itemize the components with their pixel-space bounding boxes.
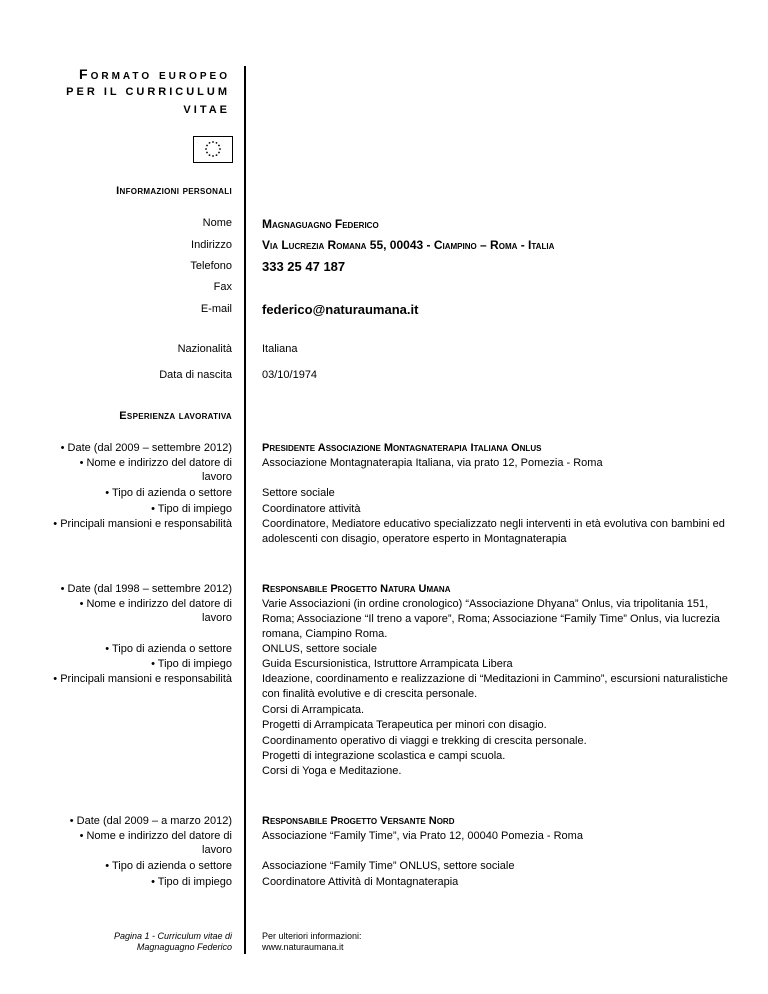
job3-employer: Associazione “Family Time”, via Prato 12, 00040 Pomezia - Roma <box>262 830 583 842</box>
job1-duties-2: adolescenti con disagio, operatore esperto in Montagnaterapia <box>262 533 567 545</box>
job2-duties-2: con finalità evolutive e di crescita personale. <box>262 688 478 700</box>
footer-left-line-1: Pagina 1 - Curriculum vitae di <box>113 931 232 941</box>
job1-duties-1: Coordinatore, Mediatore educativo specializzato negli interventi in età evolutiva con bambini ed <box>262 518 725 530</box>
value-telefono: 333 25 47 187 <box>262 259 346 274</box>
value-email: federico@naturaumana.it <box>262 302 419 317</box>
job3-sector: Associazione “Family Time” ONLUS, settore sociale <box>262 860 515 872</box>
value-nome: Magnaguagno Federico <box>262 217 379 231</box>
header-line-2: PER IL CURRICULUM <box>66 86 230 98</box>
job2-label-type: • Tipo di impiego <box>151 658 232 670</box>
header-line-1: Formato europeo <box>79 66 230 82</box>
job1-sector: Settore sociale <box>262 487 335 499</box>
job2-duties-3: Corsi di Arrampicata. <box>262 704 365 716</box>
job2-duties-4: Progetti di Arrampicata Terapeutica per minori con disagio. <box>262 719 547 731</box>
label-fax: Fax <box>213 281 232 293</box>
job2-label-sector: • Tipo di azienda o settore <box>105 643 232 655</box>
job2-label-employer-b: lavoro <box>202 612 232 624</box>
job3-label-employer: • Nome e indirizzo del datore di <box>79 830 232 842</box>
job1-label-employer: • Nome e indirizzo del datore di <box>79 457 232 469</box>
job2-employer-2: Roma; Associazione “Il treno a vapore”, Roma; Associazione “Family Time” Onlus, via lucrezia <box>262 613 720 625</box>
column-divider <box>244 66 246 954</box>
job2-employer-1: Varie Associazioni (in ordine cronologico) “Associazione Dhyana” Onlus, via tripolitania 151, <box>262 598 709 610</box>
job2-duties-1: Ideazione, coordinamento e realizzazione di “Meditazioni in Cammino”, escursioni naturalistiche <box>262 673 728 685</box>
job2-employer-3: romana, Ciampino Roma. <box>262 628 388 640</box>
job2-sector: ONLUS, settore sociale <box>262 643 377 655</box>
job1-label-date: • Date (dal 2009 – settembre 2012) <box>60 442 232 454</box>
job3-type: Coordinatore Attività di Montagnaterapia <box>262 876 459 888</box>
footer-more-info <box>262 931 362 953</box>
job3-label-type: • Tipo di impiego <box>151 876 232 888</box>
job2-title: Responsabile Progetto Natura Umana <box>262 583 451 595</box>
job3-label-employer-b: lavoro <box>202 844 232 856</box>
job1-employer: Associazione Montagnaterapia Italiana, via prato 12, Pomezia - Roma <box>262 457 603 469</box>
value-nazionalita: Italiana <box>262 343 298 355</box>
job1-type: Coordinatore attività <box>262 503 361 515</box>
job1-title: Presidente Associazione Montagnaterapia Italiana Onlus <box>262 442 542 454</box>
job2-label-duties: • Principali mansioni e responsabilità <box>53 673 232 685</box>
label-nome: Nome <box>202 217 232 229</box>
footer-website-link[interactable]: www.naturaumana.it <box>262 942 344 952</box>
job2-duties-7: Corsi di Yoga e Meditazione. <box>262 765 402 777</box>
job1-label-type: • Tipo di impiego <box>151 503 232 515</box>
job2-type: Guida Escursionistica, Istruttore Arrampicata Libera <box>262 658 513 670</box>
job2-label-date: • Date (dal 1998 – settembre 2012) <box>60 583 232 595</box>
job2-label-employer: • Nome e indirizzo del datore di <box>79 598 232 610</box>
eu-flag-icon <box>193 136 233 163</box>
job3-title: Responsabile Progetto Versante Nord <box>262 815 455 827</box>
footer-right-line-1: Per ulteriori informazioni: <box>262 931 362 941</box>
job2-duties-6: Progetti di integrazione scolastica e campi scuola. <box>262 750 506 762</box>
value-indirizzo: Via Lucrezia Romana 55, 00043 - Ciampino – Roma - Italia <box>262 238 555 252</box>
job1-label-duties: • Principali mansioni e responsabilità <box>53 518 232 530</box>
label-email: E-mail <box>200 303 232 315</box>
job2-duties-5: Coordinamento operativo di viaggi e trekking di crescita personale. <box>262 735 587 747</box>
footer-left-line-2: Magnaguagno Federico <box>136 942 232 952</box>
job3-label-sector: • Tipo di azienda o settore <box>105 860 232 872</box>
value-nascita: 03/10/1974 <box>262 369 318 381</box>
job3-label-date: • Date (dal 2009 – a marzo 2012) <box>69 815 232 827</box>
job1-label-employer-b: lavoro <box>202 471 232 483</box>
label-nazionalita: Nazionalità <box>177 343 232 355</box>
label-indirizzo: Indirizzo <box>191 239 232 251</box>
label-telefono: Telefono <box>190 260 232 272</box>
footer-page-info <box>32 931 232 953</box>
experience-section-title: Esperienza lavorativa <box>119 410 232 422</box>
label-nascita: Data di nascita <box>159 369 232 381</box>
personal-section-title: Informazioni personali <box>116 185 232 197</box>
header-line-3: VITAE <box>183 104 230 116</box>
job1-label-sector: • Tipo di azienda o settore <box>105 487 232 499</box>
